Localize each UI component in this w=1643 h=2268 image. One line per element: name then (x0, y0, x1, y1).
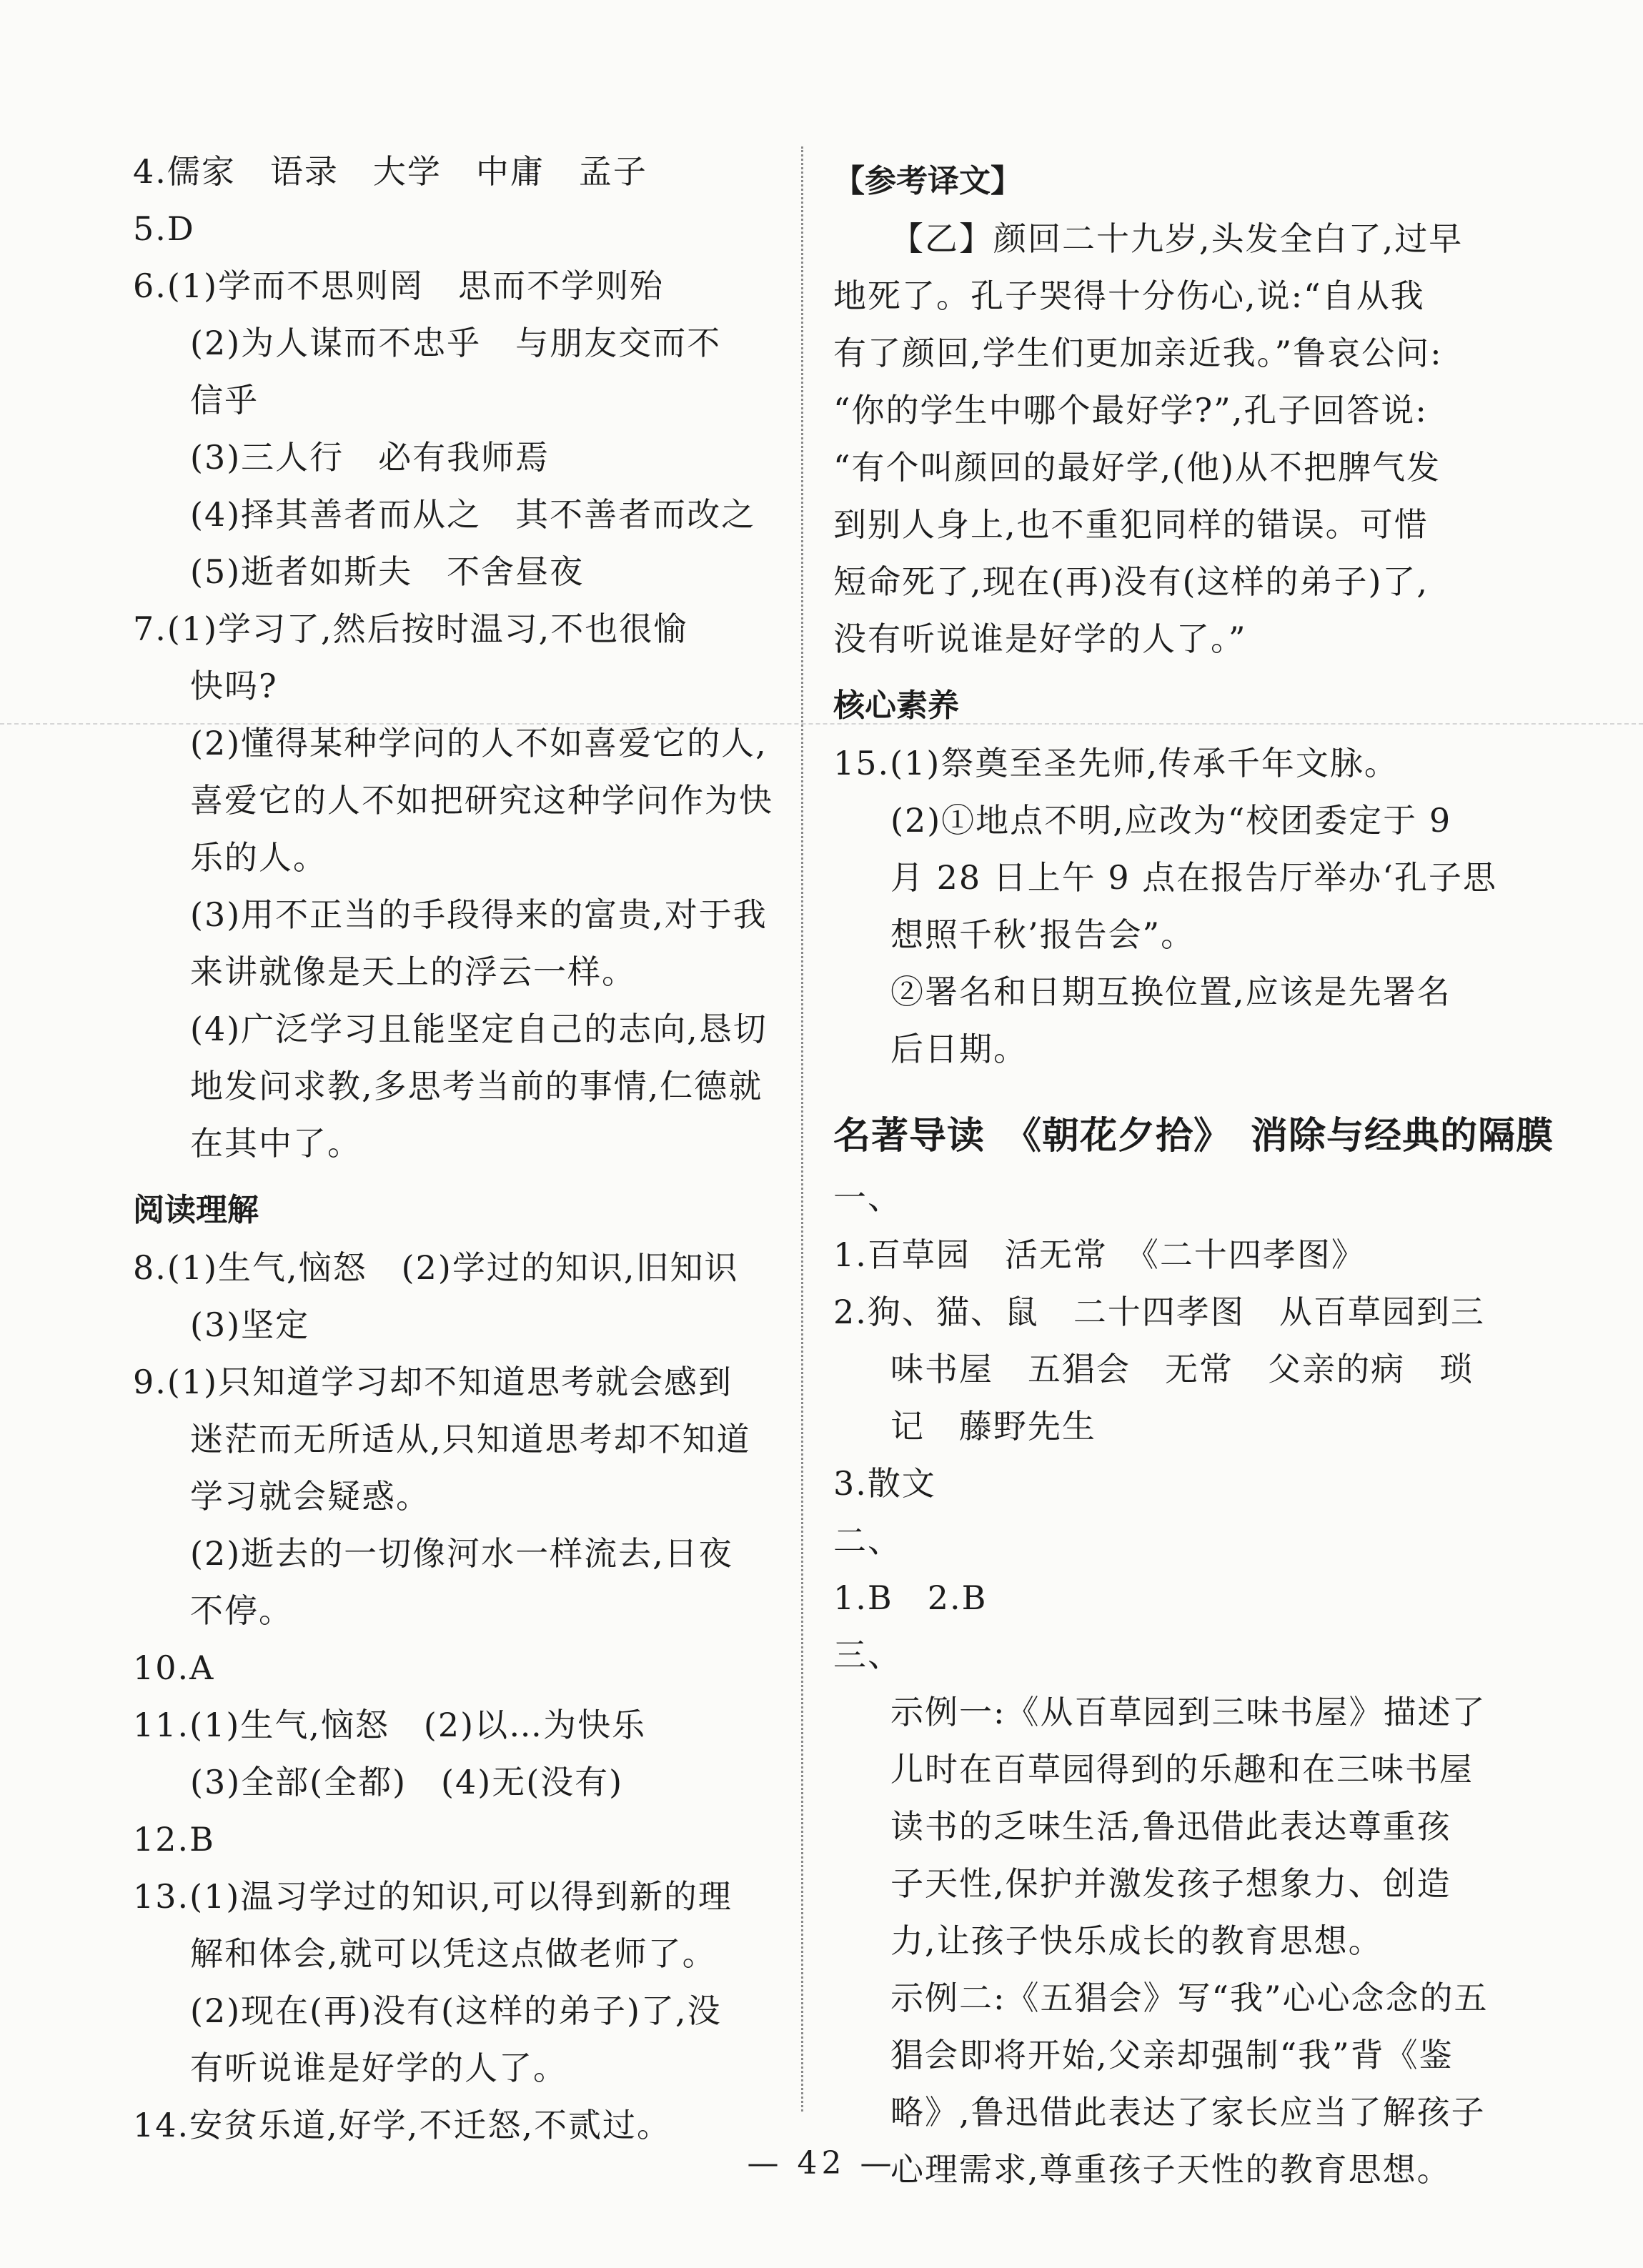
answer-line: 地死了。孔子哭得十分伤心,说:“自从我 (833, 277, 1425, 315)
answer-line: (2)现在(再)没有(这样的弟子)了,没 (190, 1991, 722, 2030)
answer-line: 不停。 (190, 1591, 293, 1630)
answer-line: 味书屋 五猖会 无常 父亲的病 琐 (890, 1350, 1474, 1388)
answer-line: (3)三人行 必有我师焉 (190, 438, 550, 477)
column-divider (801, 146, 803, 2112)
answer-line: 地发问求教,多思考当前的事情,仁德就 (190, 1067, 763, 1105)
answer-line: 猖会即将开始,父亲却强制“我”背《鉴 (890, 2036, 1454, 2074)
answer-line: 三、 (833, 1636, 902, 1674)
answer-line: 示例二:《五猖会》写“我”心心念念的五 (890, 1979, 1489, 2017)
answer-line: 1.百草园 活无常 《二十四孝图》 (833, 1235, 1366, 1274)
answer-line: 来讲就像是天上的浮云一样。 (190, 953, 636, 991)
answer-line: (5)逝者如斯夫 不舍昼夜 (190, 552, 585, 591)
answer-line: 1.B 2.B (833, 1578, 988, 1617)
answer-line: (2)懂得某种学问的人不如喜爱它的人, (190, 724, 768, 762)
answer-line: 4.儒家 语录 大学 中庸 孟子 (133, 152, 647, 191)
answer-line: 14.安贫乐道,好学,不迁怒,不贰过。 (133, 2106, 672, 2144)
answer-line: 11.(1)生气,恼怒 (2)以…为快乐 (133, 1706, 647, 1744)
section-heading: 【参考译文】 (833, 163, 1022, 199)
answer-line: 到别人身上,也不重犯同样的错误。可惜 (833, 505, 1429, 544)
answer-line: (3)坚定 (190, 1305, 310, 1344)
answer-line: 读书的乏味生活,鲁迅借此表达尊重孩 (890, 1807, 1451, 1846)
answer-line: 儿时在百草园得到的乐趣和在三味书屋 (890, 1750, 1474, 1789)
answer-line: 10.A (133, 1648, 215, 1687)
answer-line: 信乎 (190, 381, 259, 419)
answer-line: 【乙】颜回二十九岁,头发全白了,过早 (890, 219, 1464, 258)
answer-line: 快吗? (190, 667, 278, 705)
answer-line: “有个叫颜回的最好学,(他)从不把脾气发 (833, 448, 1441, 487)
answer-line: 略》,鲁迅借此表达了家长应当了解孩子 (890, 2093, 1486, 2132)
answer-line: (4)广泛学习且能坚定自己的志向,恳切 (190, 1010, 768, 1048)
answer-line: 想照千秋’报告会”。 (890, 915, 1196, 954)
page-number: — 42 — (747, 2145, 896, 2182)
answer-line: 短命死了,现在(再)没有(这样的弟子)了, (833, 562, 1429, 601)
answer-line: (3)全部(全都) (4)无(没有) (190, 1763, 624, 1801)
answer-line: 有听说谁是好学的人了。 (190, 2049, 567, 2087)
answer-line: 乐的人。 (190, 838, 327, 877)
section-heading: 阅读理解 (133, 1192, 259, 1228)
answer-line: 子天性,保护并激发孩子想象力、创造 (890, 1864, 1451, 1903)
answer-line: (2)为人谋而不忠乎 与朋友交而不 (190, 324, 722, 362)
answer-line: 6.(1)学而不思则罔 思而不学则殆 (133, 267, 665, 305)
answer-line: 9.(1)只知道学习却不知道思考就会感到 (133, 1363, 733, 1401)
answer-line: 有了颜回,学生们更加亲近我。”鲁哀公问: (833, 334, 1443, 372)
answer-line: 2.狗、猫、鼠 二十四孝图 从百草园到三 (833, 1293, 1485, 1331)
right-column (833, 143, 1554, 2198)
answer-line: 15.(1)祭奠至圣先师,传承千年文脉。 (833, 744, 1399, 782)
answer-line: 12.B (133, 1820, 215, 1859)
section-heading: 核心素养 (833, 687, 959, 724)
answer-line: 在其中了。 (190, 1124, 362, 1163)
answer-line: 心理需求,尊重孩子天性的教育思想。 (890, 2150, 1451, 2189)
answer-line: 记 藤野先生 (890, 1407, 1096, 1446)
answer-line: 学习就会疑惑。 (190, 1477, 430, 1516)
answer-line: 喜爱它的人不如把研究这种学问作为快 (190, 781, 773, 820)
answer-line: 力,让孩子快乐成长的教育思想。 (890, 1921, 1383, 1960)
left-column (133, 143, 776, 2154)
answer-line: (4)择其善者而从之 其不善者而改之 (190, 495, 756, 534)
answer-line: (2)逝去的一切像河水一样流去,日夜 (190, 1534, 733, 1573)
answer-line: 示例一:《从百草园到三味书屋》描述了 (890, 1693, 1486, 1731)
answer-line: 一、 (833, 1178, 902, 1217)
answer-line: 解和体会,就可以凭这点做老师了。 (190, 1934, 717, 1973)
answer-line: 7.(1)学习了,然后按时温习,不也很愉 (133, 610, 688, 648)
answer-line: 3.散文 (833, 1464, 936, 1503)
answer-line: (2)①地点不明,应改为“校团委定于 9 (890, 801, 1452, 840)
answer-line: 没有听说谁是好学的人了。” (833, 620, 1247, 658)
answer-line: 迷茫而无所适从,只知道思考却不知道 (190, 1420, 751, 1458)
answer-line: ②署名和日期互换位置,应该是先署名 (890, 973, 1451, 1011)
answer-line: (3)用不正当的手段得来的富贵,对于我 (190, 895, 768, 934)
answer-line: “你的学生中哪个最好学?”,孔子回答说: (833, 391, 1428, 429)
answer-line: 13.(1)温习学过的知识,可以得到新的理 (133, 1877, 733, 1916)
answer-line: 二、 (833, 1521, 902, 1560)
answer-line: 后日期。 (890, 1030, 1028, 1068)
answer-line: 8.(1)生气,恼怒 (2)学过的知识,旧知识 (133, 1248, 739, 1287)
chapter-title: 名著导读 《朝花夕拾》 消除与经典的隔膜 (833, 1115, 1554, 1158)
answer-line: 5.D (133, 209, 195, 248)
answer-line: 月 28 日上午 9 点在报告厅举办‘孔子思 (890, 858, 1497, 897)
